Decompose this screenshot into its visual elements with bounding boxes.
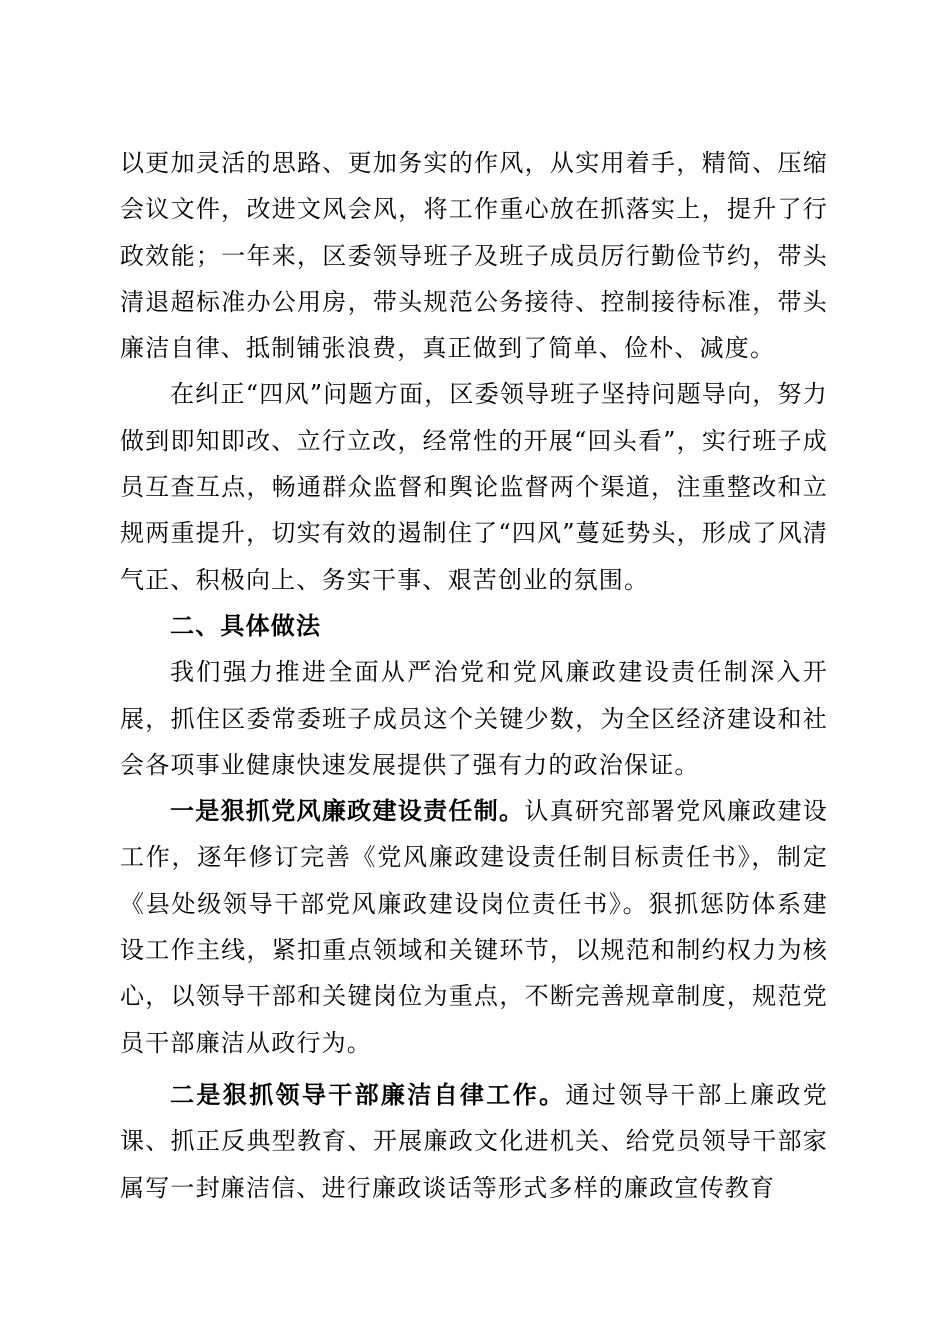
paragraph-four-winds: 在纠正“四风”问题方面，区委领导班子坚持问题导向，努力做到即知即改、立行立改，经常性的开展“回头看”，实行班子成员互查互点，畅通群众监督和舆论监督两个渠道，注重整改和立规两重提升，切实有效的遏制住了“四风”蔓延势头，形成了风清气正、积极向上、务实干事、艰苦创业的氛围。	[120, 380, 828, 594]
document-body	[120, 140, 828, 1211]
item-1-lead: 一是狠抓党风廉政建设责任制。	[170, 796, 525, 826]
paragraph-item-1	[120, 788, 828, 1066]
paragraph-item-2	[120, 1072, 828, 1211]
section-heading: 二、具体做法	[170, 610, 322, 640]
item-2-text: 通过领导干部上廉政党课、抓正反典型教育、开展廉政文化进机关、给党员领导干部家属写一封廉洁信、进行廉政谈话等形式多样的廉政宣传教育	[120, 1080, 828, 1202]
item-2-lead: 二是狠抓领导干部廉洁自律工作。	[170, 1079, 566, 1109]
item-1-text: 认真研究部署党风廉政建设工作，逐年修订完善《党风廉政建设责任制目标责任书》，制定《县处级领导干部党风廉政建设岗位责任书》。狠抓惩防体系建设工作主线，紧扣重点领域和关键环节，以规范和制约权力为核心，以领导干部和关键岗位为重点，不断完善规章制度，规范党员干部廉洁从政行为。	[120, 797, 828, 1057]
paragraph-continuation: 以更加灵活的思路、更加务实的作风，从实用着手，精简、压缩会议文件，改进文风会风，将工作重心放在抓落实上，提升了行政效能；一年来，区委领导班子及班子成员厉行勤俭节约，带头清退超标准办公用房，带头规范公务接待、控制接待标准，带头廉洁自律、抵制铺张浪费，真正做到了简单、俭朴、减度。	[120, 149, 828, 363]
paragraph-intro: 我们强力推进全面从严治党和党风廉政建设责任制深入开展，抓住区委常委班子成员这个关键少数，为全区经济建设和社会各项事业健康快速发展提供了强有力的政治保证。	[120, 658, 828, 779]
